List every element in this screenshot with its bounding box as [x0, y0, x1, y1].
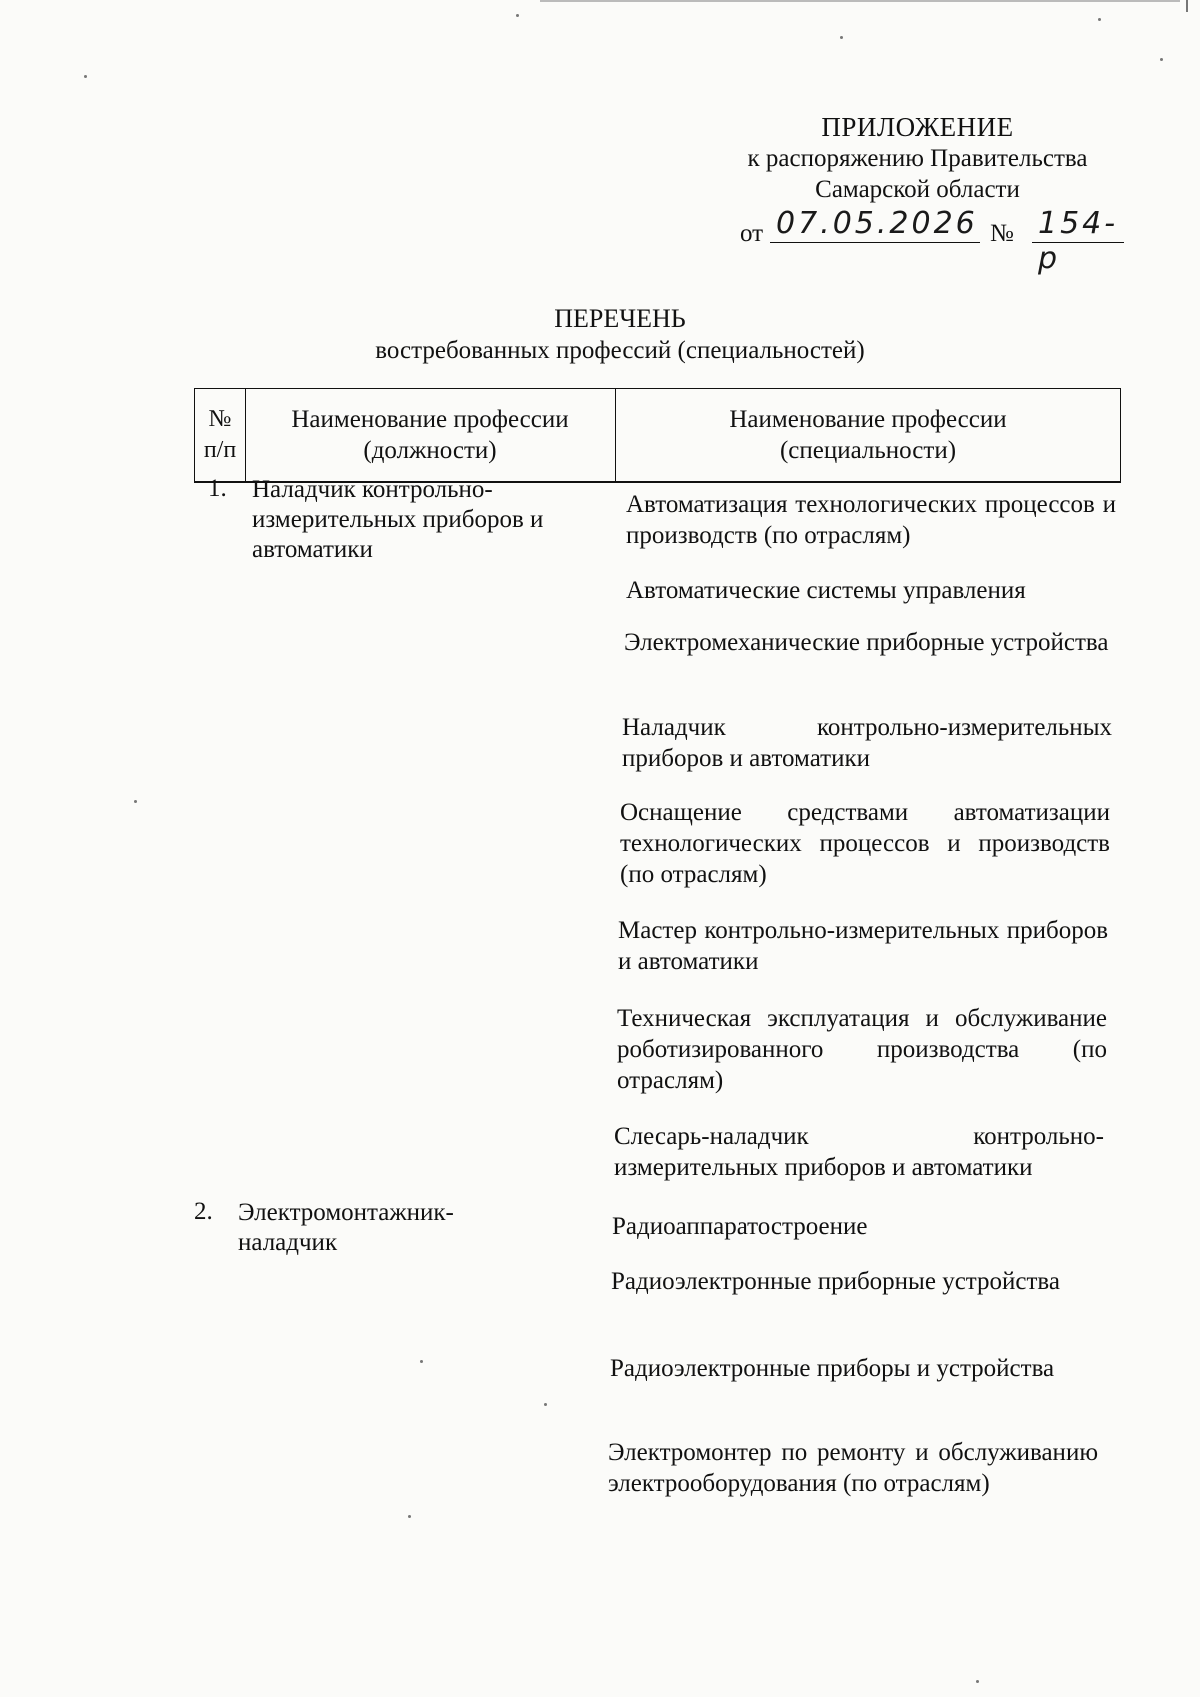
- header-profession: Наименование профессии (должности): [245, 389, 616, 481]
- date-field: [770, 208, 980, 243]
- date-prefix: от: [740, 220, 764, 247]
- row-profession: Наладчик контрольно-измерительных приборов и автоматики: [252, 476, 544, 563]
- header-number: № п/п: [195, 389, 246, 481]
- scan-speck: [544, 1403, 547, 1406]
- scan-edge-mark: [1186, 0, 1188, 12]
- specialty-item: Слесарь-наладчик контрольно-измерительных приборов и автоматики: [614, 1123, 1104, 1181]
- appendix-title: ПРИЛОЖЕНИЕ: [821, 112, 1014, 142]
- specialty-item: Автоматические системы управления: [626, 577, 1026, 604]
- header-specialty: Наименование профессии (специальности): [729, 406, 1007, 464]
- scan-speck: [840, 36, 843, 39]
- specialty-item: Автоматизация технологических процессов и производств (по отраслям): [626, 491, 1116, 549]
- list-title: ПЕРЕЧЕНЬ: [554, 304, 686, 333]
- row-number: 1.: [208, 475, 227, 502]
- table-header: [194, 388, 1121, 483]
- specialty-item: Электромеханические приборные устройства: [624, 629, 1109, 656]
- scan-speck: [84, 75, 87, 78]
- scan-speck: [420, 1360, 423, 1363]
- scan-speck: [1098, 18, 1101, 21]
- row-profession: Электромонтажник-наладчик: [238, 1199, 454, 1256]
- appendix-block: [720, 112, 1115, 205]
- specialty-item: Оснащение средствами автоматизации технологических процессов и производств (по отраслям): [620, 799, 1110, 888]
- scan-speck: [1160, 58, 1163, 61]
- specialty-item: Электромонтер по ремонту и обслуживанию электрооборудования (по отраслям): [608, 1439, 1098, 1497]
- list-heading: [300, 303, 940, 367]
- scan-edge-line: [540, 0, 1180, 2]
- specialty-item: Радиоаппаратостроение: [612, 1213, 868, 1240]
- specialty-item: Радиоэлектронные приборные устройства: [611, 1268, 1060, 1295]
- number-sign: №: [990, 220, 1014, 247]
- order-date-number: [740, 206, 1140, 276]
- appendix-line: к распоряжению Правительства: [747, 145, 1088, 172]
- specialty-item: Наладчик контрольно-измерительных приборов и автоматики: [622, 714, 1112, 772]
- scan-speck: [134, 800, 137, 803]
- handwritten-number: 154-р: [1038, 206, 1119, 276]
- specialty-item: Техническая эксплуатация и обслуживание роботизированного производства (по отраслям): [617, 1005, 1107, 1094]
- specialty-item: Радиоэлектронные приборы и устройства: [610, 1355, 1055, 1382]
- number-field: [1032, 206, 1124, 276]
- row-number: 2.: [194, 1198, 213, 1225]
- list-subtitle: востребованных профессий (специальностей): [375, 337, 865, 364]
- appendix-line: Самарской области: [815, 176, 1020, 203]
- scan-speck: [516, 14, 519, 17]
- handwritten-date: 07.05.2026: [776, 206, 978, 241]
- specialty-item: Мастер контрольно-измерительных приборов и автоматики: [618, 917, 1108, 975]
- scan-speck: [408, 1515, 411, 1518]
- scan-speck: [976, 1680, 979, 1683]
